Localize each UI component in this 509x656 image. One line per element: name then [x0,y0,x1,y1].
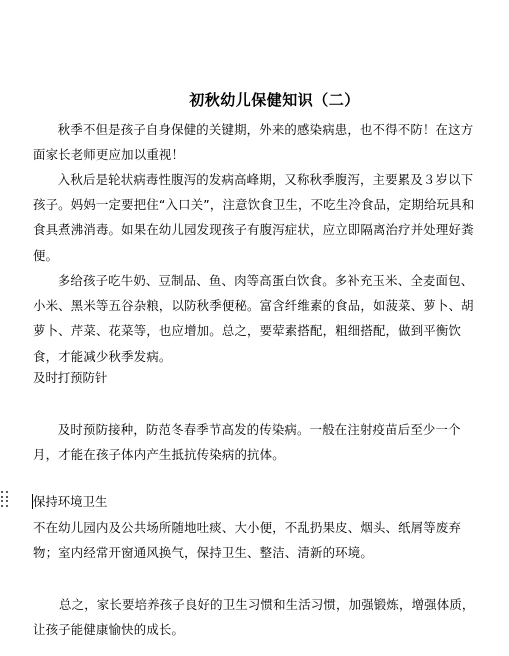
paragraph-vaccination: 及时预防接种，防范冬春季节高发的传染病。一般在注射疫苗后至少一个月，才能在孩子体内产生抵抗传染病的抗体。 [33,422,461,463]
paragraph-intro: 秋季不但是孩子自身保健的关键期，外来的感染病患，也不得不防！在这方面家长老师更应加以重视！ [33,122,474,163]
drag-handle-icon[interactable] [1,491,9,507]
paragraph-diarrhea: 入秋后是轮状病毒性腹泻的发病高峰期，又称秋季腹泻，主要累及３岁以下孩子。妈妈一定要把住“入口关”，注意饮食卫生，不吃生冷食品，定期给玩具和食具煮沸消毒。如果在幼儿园发现孩子有腹泻症状，应立即隔离治疗并处理好粪便。 [33,172,475,263]
section-heading-hygiene: 保持环境卫生 [33,494,108,509]
document-title: 初秋幼儿保健知识（二） [189,91,360,109]
paragraph-diet: 多给孩子吃牛奶、豆制品、鱼、肉等高蛋白饮食。多补充玉米、全麦面包、小米、黑米等五谷杂粮，以防秋季便秘。富含纤维素的食品，如菠菜、萝卜、胡萝卜、芹菜、花菜等，也应增加。总之，要荤素搭配，粗细搭配，做到平衡饮食，才能减少秋季发病。 [33,273,474,364]
section-heading-vaccination: 及时打预防针 [33,370,108,385]
paragraph-hygiene: 不在幼儿园内及公共场所随地吐痰、大小便，不乱扔果皮、烟头、纸屑等废弃物；室内经常开窗通风换气，保持卫生、整洁、清新的环境。 [33,520,462,561]
paragraph-conclusion: 总之，家长要培养孩子良好的卫生习惯和生活习惯，加强锻炼，增强体质，让孩子能健康愉快的成长。 [33,597,475,638]
